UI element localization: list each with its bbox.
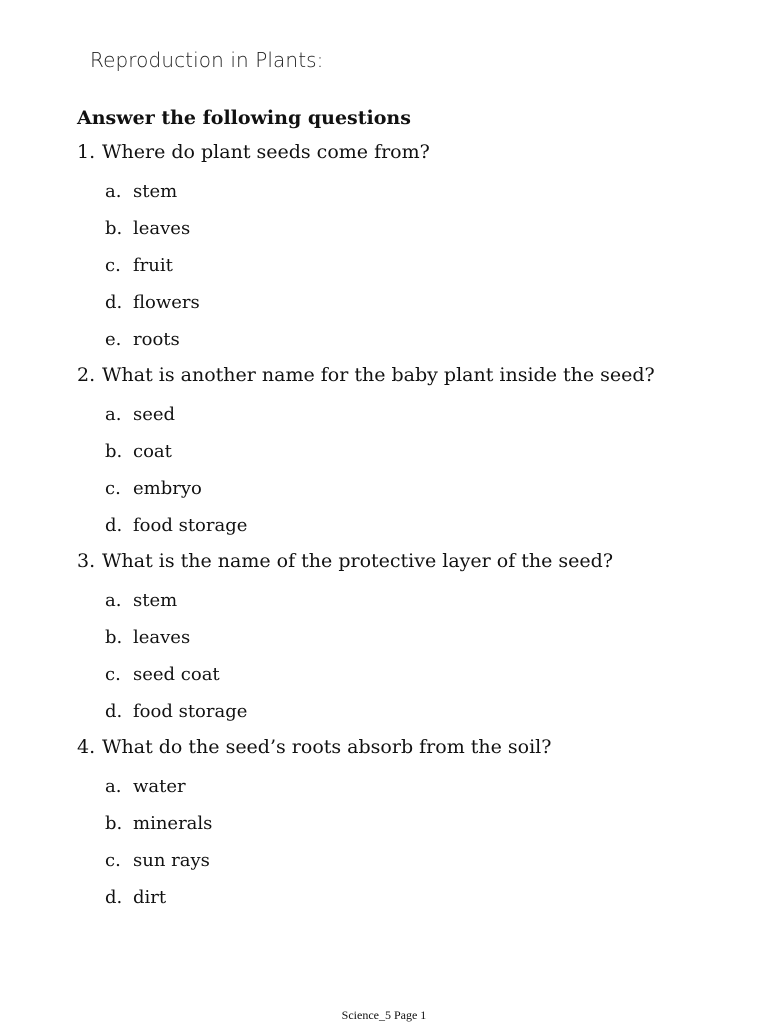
question-text: Where do plant seeds come from? xyxy=(102,141,430,163)
answer-option xyxy=(77,880,737,917)
question-text-row xyxy=(77,359,737,397)
answer-option xyxy=(77,211,737,248)
option-text: roots xyxy=(133,329,180,350)
option-letter: a. xyxy=(105,776,122,797)
option-letter: b. xyxy=(105,218,123,239)
option-text: stem xyxy=(133,181,178,202)
option-text: minerals xyxy=(133,813,213,834)
answer-option xyxy=(77,434,737,471)
option-text: stem xyxy=(133,590,178,611)
option-letter: d. xyxy=(105,887,123,908)
option-letter: d. xyxy=(105,701,123,722)
question-3 xyxy=(77,545,737,731)
option-text: leaves xyxy=(133,218,191,239)
instructions-heading: Answer the following questions xyxy=(77,107,411,129)
option-letter: d. xyxy=(105,292,123,313)
answer-option xyxy=(77,583,737,620)
page-footer: Science_5 Page 1 xyxy=(341,1008,427,1022)
answer-option xyxy=(77,174,737,211)
question-1 xyxy=(77,136,737,359)
question-text-row xyxy=(77,731,737,769)
question-2 xyxy=(77,359,737,545)
answer-option xyxy=(77,806,737,843)
option-text: water xyxy=(133,776,186,797)
option-letter: d. xyxy=(105,515,123,536)
answer-option xyxy=(77,508,737,545)
option-letter: c. xyxy=(105,255,121,276)
page-title: Reproduction in Plants: xyxy=(90,48,324,72)
question-text-row xyxy=(77,545,737,583)
question-number: 4. xyxy=(77,736,96,758)
question-number: 2. xyxy=(77,364,96,386)
answer-option xyxy=(77,248,737,285)
option-text: coat xyxy=(133,441,172,462)
option-text: leaves xyxy=(133,627,191,648)
option-text: fruit xyxy=(133,255,173,276)
option-text: embryo xyxy=(133,478,202,499)
option-letter: c. xyxy=(105,478,121,499)
answer-option xyxy=(77,694,737,731)
option-text: dirt xyxy=(133,887,167,908)
question-text-row xyxy=(77,136,737,174)
answer-option xyxy=(77,285,737,322)
option-letter: c. xyxy=(105,850,121,871)
option-letter: a. xyxy=(105,590,122,611)
worksheet-content xyxy=(77,104,737,917)
option-text: sun rays xyxy=(133,850,210,871)
option-letter: b. xyxy=(105,813,123,834)
option-text: seed xyxy=(133,404,176,425)
option-letter: c. xyxy=(105,664,121,685)
answer-option xyxy=(77,843,737,880)
option-text: flowers xyxy=(133,292,200,313)
question-list xyxy=(77,136,737,917)
option-text: food storage xyxy=(133,515,248,536)
option-letter: a. xyxy=(105,181,122,202)
question-text: What do the seed’s roots absorb from the soil? xyxy=(102,736,552,758)
option-letter: b. xyxy=(105,627,123,648)
answer-option xyxy=(77,620,737,657)
option-letter: e. xyxy=(105,329,122,350)
answer-option xyxy=(77,397,737,434)
question-number: 3. xyxy=(77,550,96,572)
answer-option xyxy=(77,657,737,694)
question-text: What is another name for the baby plant inside the seed? xyxy=(102,364,655,386)
question-text: What is the name of the protective layer of the seed? xyxy=(102,550,614,572)
option-letter: b. xyxy=(105,441,123,462)
answer-option xyxy=(77,769,737,806)
question-number: 1. xyxy=(77,141,96,163)
option-text: seed coat xyxy=(133,664,220,685)
answer-option xyxy=(77,471,737,508)
option-letter: a. xyxy=(105,404,122,425)
option-text: food storage xyxy=(133,701,248,722)
answer-option xyxy=(77,322,737,359)
question-4 xyxy=(77,731,737,917)
